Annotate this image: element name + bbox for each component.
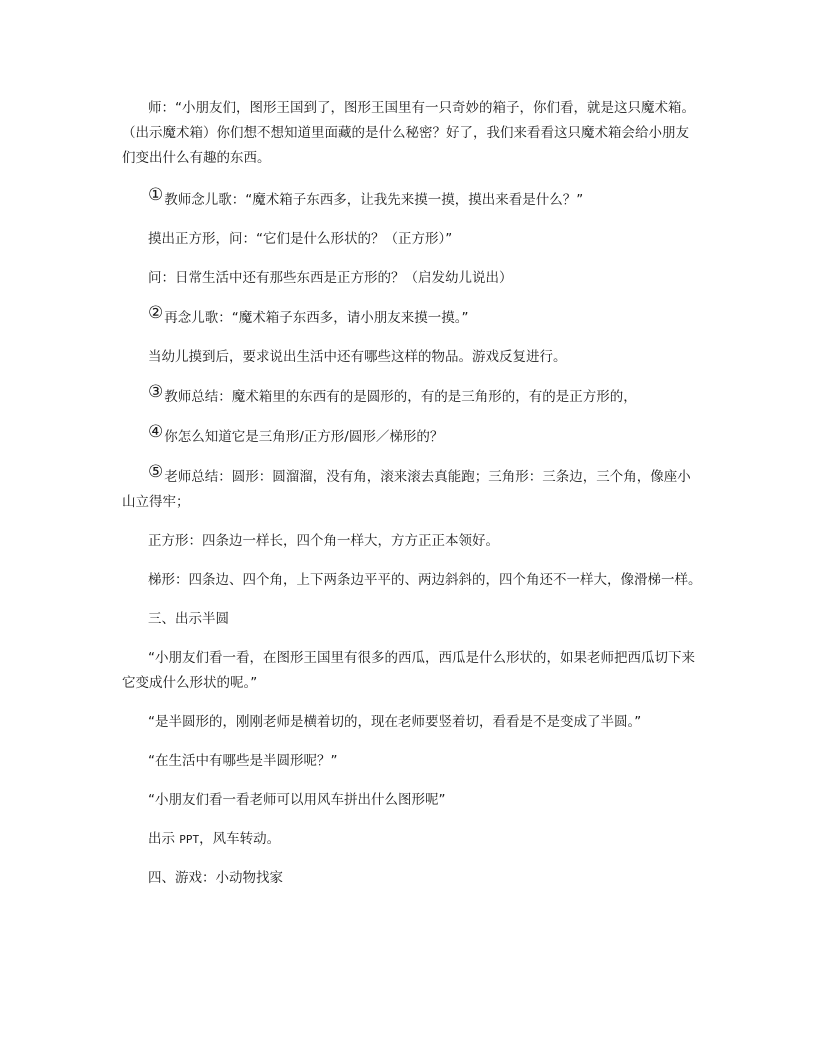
paragraph-daily-life-question: 问：日常生活中还有那些东西是正方形的？（启发幼儿说出） — [148, 270, 513, 286]
paragraph-game-repeat: 当幼儿摸到后，要求说出生活中还有哪些这样的物品。游戏反复进行。 — [148, 349, 567, 365]
paragraph-trapezoid-rhyme: 梯形：四条边、四个角，上下两条边平平的、两边斜斜的，四个角还不一样大，像滑梯一样。 — [148, 572, 702, 588]
paragraph-text: 出示 — [148, 831, 180, 847]
ppt-label: PPT — [179, 833, 200, 846]
paragraph-text: 老师总结：圆形：圆溜溜，没有角，滚来滚去真能跑；三角形：三条边，三个角，像座小山立得牢； — [122, 469, 691, 510]
circled-number-2: ② — [148, 303, 164, 323]
paragraph-text: 再念儿歌：“魔术箱子东西多，请小朋友来摸一摸。” — [164, 310, 469, 326]
paragraph-text: 教师念儿歌：“魔术箱子东西多，让我先来摸一摸，摸出来看是什么？” — [164, 192, 584, 208]
paragraph-square-question: 摸出正方形，问：“它们是什么形状的？（正方形）” — [148, 231, 453, 247]
paragraph-how-do-you-know — [122, 424, 702, 450]
paragraph-watermelon: “小朋友们看一看，在图形王国里有很多的西瓜，西瓜是什么形状的，如果老师把西瓜切下来它变成什么形状的呢。” — [122, 650, 695, 691]
circled-number-1: ① — [148, 185, 164, 205]
paragraph-shape-rhymes — [122, 464, 702, 515]
paragraph-rhyme-one — [122, 187, 702, 213]
section-heading-semicircle: 三、出示半圆 — [148, 611, 229, 627]
paragraph-semicircle-life: “在生活中有哪些是半圆形呢？” — [148, 753, 338, 769]
paragraph-square-rhyme: 正方形：四条边一样长，四个角一样大，方方正正本领好。 — [148, 533, 499, 549]
paragraph-show-ppt — [122, 827, 702, 852]
paragraph-cutting: “是半圆形的，刚刚老师是横着切的，现在老师要竖着切，看看是不是变成了半圆。” — [148, 714, 642, 730]
document-body — [122, 96, 702, 905]
paragraph-teacher-summary — [122, 384, 702, 410]
section-heading-game: 四、游戏：小动物找家 — [148, 870, 283, 886]
paragraph-windmill: “小朋友们看一看老师可以用风车拼出什么图形呢” — [148, 792, 446, 808]
circled-number-3: ③ — [148, 382, 164, 402]
paragraph-text: 教师总结：魔术箱里的东西有的是圆形的，有的是三角形的，有的是正方形的， — [164, 389, 637, 405]
circled-number-5: ⑤ — [148, 462, 164, 482]
circled-number-4: ④ — [148, 422, 164, 442]
paragraph-magic-box-intro: 师：“小朋友们，图形王国到了，图形王国里有一只奇妙的箱子，你们看，就是这只魔术箱。（出示魔术箱）你们想不想知道里面藏的是什么秘密？好了，我们来看看这只魔术箱会给小朋友们变出什么有趣的东西。 — [122, 100, 695, 166]
paragraph-text: 你怎么知道它是三角形/正方形/圆形／梯形的？ — [164, 429, 444, 445]
paragraph-rhyme-two — [122, 305, 702, 331]
paragraph-text: ，风车转动。 — [199, 831, 281, 847]
